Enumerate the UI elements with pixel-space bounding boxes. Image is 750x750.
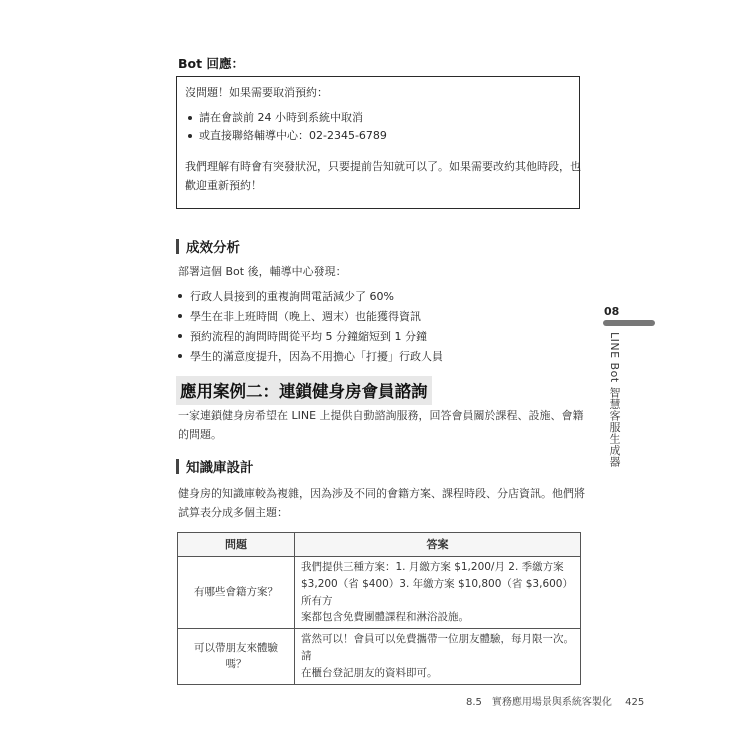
success-analysis-item: 學生在非上班時間（晚上、週末）也能獲得資訊 xyxy=(174,307,443,327)
chapter-tab-bar xyxy=(603,320,655,326)
kb-design-title: 知識庫設計 xyxy=(186,460,254,476)
bot-response-closing: 歡迎重新預約！ xyxy=(185,178,262,192)
case-two-line: 一家連鎖健身房希望在 LINE 上提供自動諮詢服務，回答會員關於課程、設施、會籍 xyxy=(178,409,584,422)
table-header-row xyxy=(178,533,581,557)
page-footer xyxy=(466,693,644,708)
success-analysis-item: 學生的滿意度提升，因為不用擔心「打擾」行政人員 xyxy=(174,347,443,367)
kb-design-paragraph xyxy=(178,484,585,523)
page-number: 425 xyxy=(625,697,645,708)
success-analysis-item: 預約流程的詢問時間從平均 5 分鐘縮短到 1 分鐘 xyxy=(174,327,443,347)
bot-response-label: Bot 回應： xyxy=(178,56,244,71)
question-cell: 可以帶朋友來體驗嗎？ xyxy=(178,629,295,684)
chapter-number: 08 xyxy=(604,305,620,318)
chapter-title-vertical: LINE Bot 智慧客服生成器 xyxy=(608,332,621,468)
case-two-line: 的問題。 xyxy=(178,428,222,442)
bot-response-bullet: 請在會談前 24 小時到系統中取消 xyxy=(185,109,571,128)
answer-line: 我們提供三種方案：1. 月繳方案 $1,200/月 2. 季繳方案 xyxy=(301,561,564,573)
heading-bar xyxy=(176,239,179,254)
case-two-heading: 應用案例二：連鎖健身房會員諮詢 xyxy=(176,376,432,405)
table-row xyxy=(178,557,581,629)
success-analysis-title: 成效分析 xyxy=(186,240,240,256)
answer-line: $3,200（省 $400）3. 年繳方案 $10,800（省 $3,600）所有方 xyxy=(301,577,573,607)
kb-design-line: 健身房的知識庫較為複雜，因為涉及不同的會籍方案、課程時段、分店資訊。他們將 xyxy=(178,487,585,500)
answer-cell xyxy=(295,557,581,629)
table-row xyxy=(178,629,581,684)
success-analysis-intro: 部署這個 Bot 後，輔導中心發現： xyxy=(178,265,347,278)
answer-line: 當然可以！會員可以免費攜帶一位朋友體驗，每月限一次。請 xyxy=(301,633,574,662)
bot-response-bullet: 或直接聯絡輔導中心：02-2345-6789 xyxy=(185,127,571,146)
success-analysis-heading xyxy=(176,236,240,256)
kb-design-heading xyxy=(176,456,254,476)
column-header-answer: 答案 xyxy=(295,533,581,557)
bot-response-box xyxy=(176,76,580,209)
column-header-question: 問題 xyxy=(178,533,295,557)
footer-section: 8.5 實務應用場景與系統客製化 xyxy=(466,697,612,708)
faq-table xyxy=(177,532,581,685)
kb-design-line: 試算表分成多個主題： xyxy=(178,506,288,520)
heading-bar xyxy=(176,459,179,474)
answer-line: 在櫃台登記朋友的資料即可。 xyxy=(301,666,438,679)
answer-cell xyxy=(295,629,581,684)
case-two-paragraph xyxy=(178,406,584,445)
bot-response-intro: 沒問題！如果需要取消預約： xyxy=(185,86,328,99)
answer-line: 案都包含免費團體課程和淋浴設施。 xyxy=(301,611,469,624)
success-analysis-item: 行政人員接到的重複詢問電話減少了 60% xyxy=(174,287,443,307)
success-analysis-list xyxy=(174,287,443,367)
question-cell: 有哪些會籍方案？ xyxy=(178,557,295,629)
bot-response-bullets xyxy=(185,109,571,146)
bot-response-closing: 我們理解有時會有突發狀況，只要提前告知就可以了。如果需要改約其他時段，也 xyxy=(185,160,581,174)
